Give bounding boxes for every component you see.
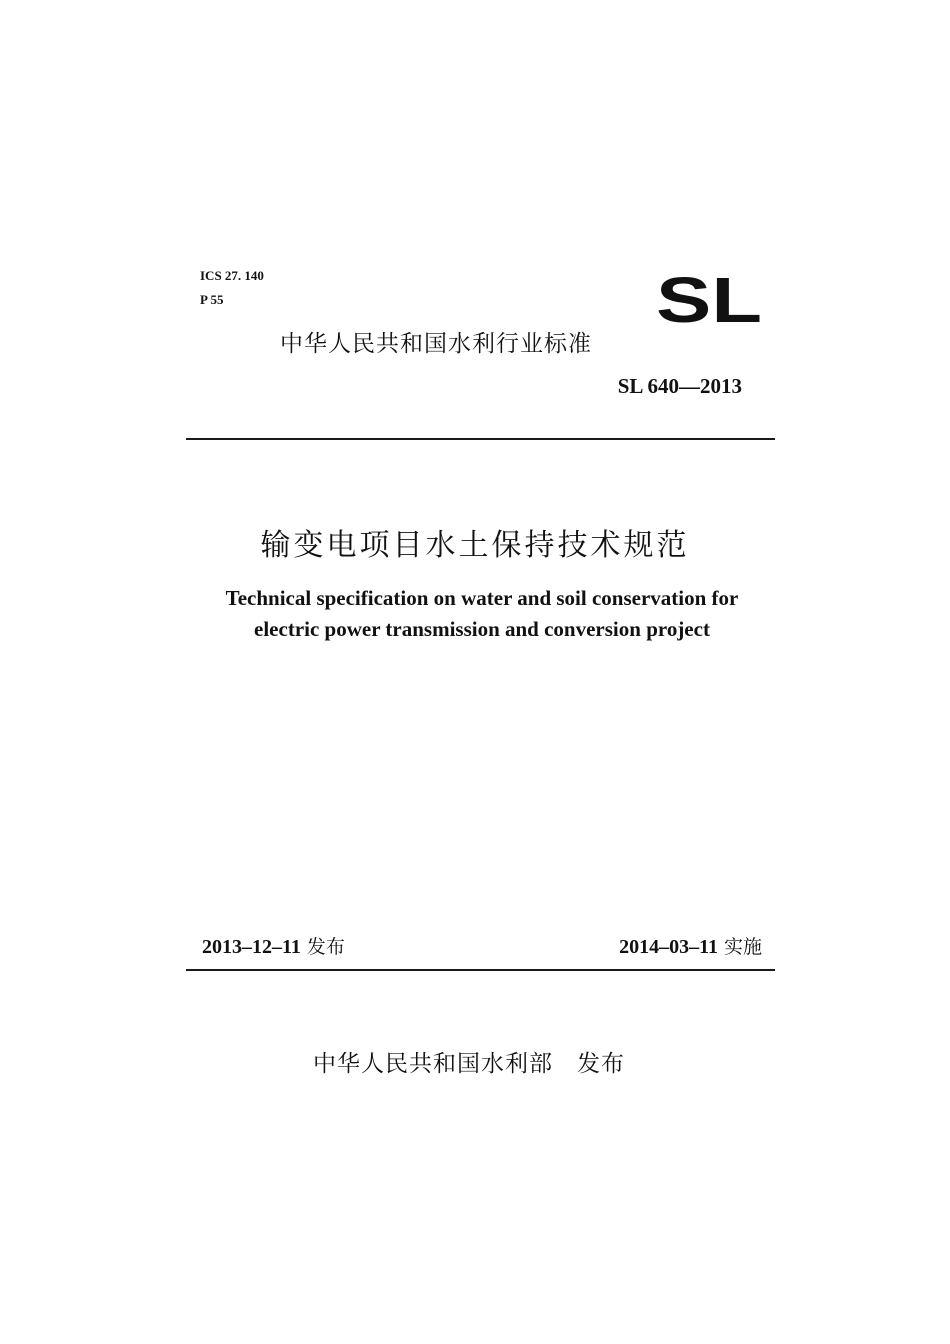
sl-logo (656, 272, 764, 326)
implementation-label: 实施 (723, 936, 762, 958)
sl-logo-text: SL (656, 272, 762, 326)
top-divider (186, 438, 775, 440)
industry-standard-label: 中华人民共和国水利行业标准 (280, 331, 592, 357)
standard-code: SL 640—2013 (617, 374, 742, 398)
implementation-date: 2014–03–11 (619, 936, 718, 958)
publisher-release: 发布 (577, 1051, 625, 1077)
bottom-divider (186, 969, 775, 971)
publisher-name: 中华人民共和国水利部 (313, 1051, 553, 1077)
classification-code: P 55 (200, 292, 224, 307)
title-english-line-1: Technical specification on water and soil conservation for (225, 586, 739, 610)
implementation-date-block (619, 932, 762, 961)
issue-date: 2013–12–11 (202, 936, 301, 958)
title-english-line-2: electric power transmission and conversion project (254, 617, 710, 641)
ics-number: ICS 27. 140 (200, 268, 264, 283)
issue-label: 发布 (306, 936, 345, 958)
publisher-line (0, 1048, 950, 1080)
title-chinese: 输变电项目水土保持技术规范 (260, 528, 690, 563)
issue-date-block (202, 932, 345, 961)
